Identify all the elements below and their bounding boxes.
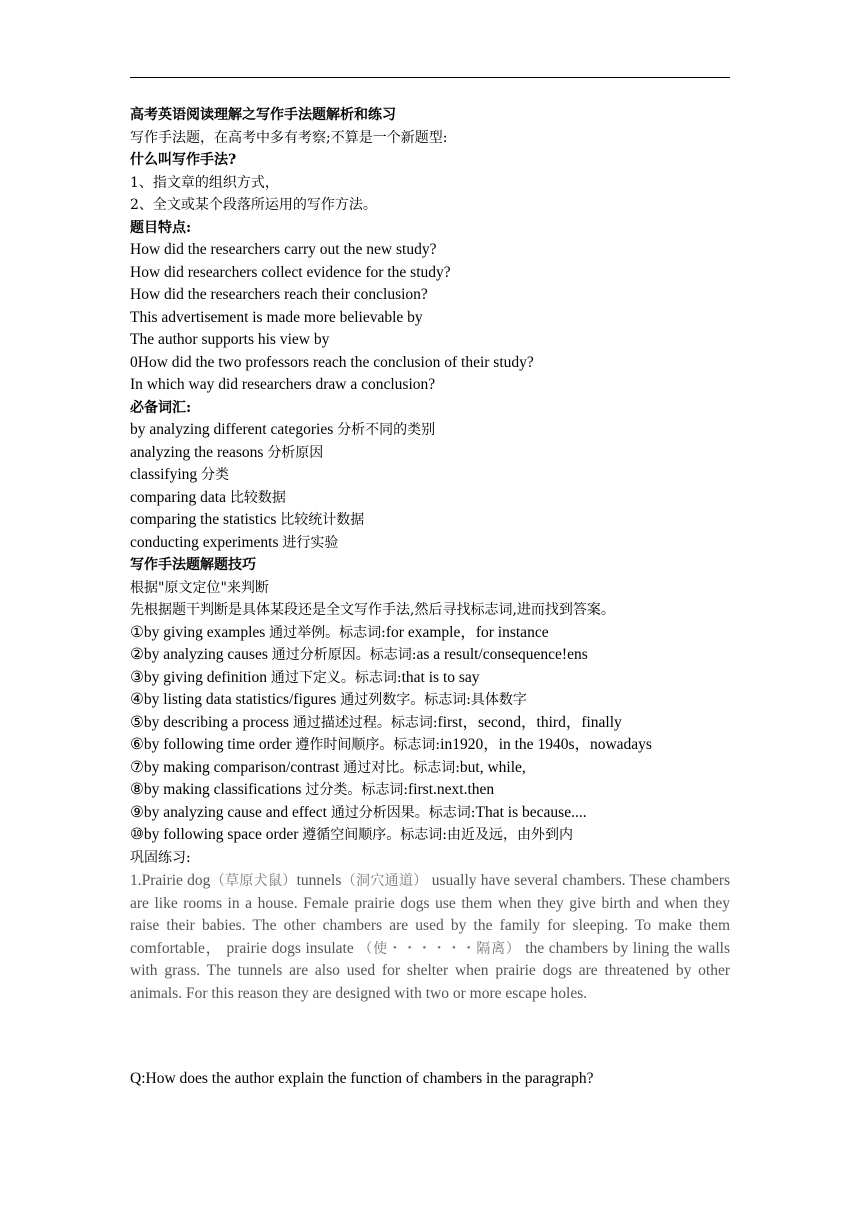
method-en: ①by giving examples: [130, 623, 270, 641]
method-zh: 通过举例。标志词:: [269, 624, 386, 641]
vocab-item: [130, 442, 735, 465]
method-item: [130, 622, 735, 645]
method-keywords: as a result/consequence!ens: [416, 646, 588, 663]
method-zh: 遵循空间顺序。标志词:由近及远，由外到内: [302, 827, 574, 843]
features-heading: 题目特点:: [130, 219, 192, 236]
question-stem: In which way did researchers draw a conclusion?: [130, 376, 436, 393]
method-zh: 通过列数字。标志词:具体数字: [340, 692, 527, 708]
document-body: [130, 104, 735, 1006]
method-keywords: in1920，in the 1940s，nowadays: [440, 736, 652, 753]
vocab-en: conducting experiments: [130, 533, 279, 551]
method-en: ⑩by following space order: [130, 826, 303, 843]
method-en: ③by giving definition: [130, 668, 271, 686]
method-item: [130, 802, 735, 825]
question-stem: How did researchers collect evidence for the study?: [130, 263, 451, 281]
vocab-zh: 进行实验: [282, 534, 339, 551]
method-zh: 通过对比。标志词:: [343, 759, 460, 776]
tips-heading: 写作手法题解题技巧: [130, 557, 256, 573]
method-zh: 通过描述过程。标志词:: [292, 714, 438, 731]
passage-gloss: （使・・・・・・隔离）: [358, 940, 521, 957]
vocab-item: [130, 464, 735, 487]
vocab-zh: 比较数据: [229, 489, 286, 506]
method-item: [130, 734, 735, 757]
definition-item: 1、指文章的组织方式，: [130, 174, 279, 191]
vocab-zh: 分析原因: [267, 444, 324, 461]
vocab-item: [130, 509, 735, 532]
passage-text: the chambers by lining the walls with grass. The tunnels are also used for shelter when prairie dogs are threatened by other animals. For this reason they are designed with two or more escape holes.: [130, 939, 730, 1002]
what-heading: 什么叫写作手法?: [130, 152, 237, 168]
vocab-en: comparing data: [130, 488, 226, 506]
vocab-zh: 分析不同的类别: [337, 422, 436, 438]
method-zh: 通过分析原因。标志词:: [271, 647, 417, 663]
method-keywords: for example，for instance: [385, 623, 549, 641]
passage-text: tunnels: [296, 872, 342, 889]
question-stem: How did the researchers carry out the new study?: [130, 241, 437, 258]
definition-item: 2、全文或某个段落所运用的写作方法。: [130, 197, 377, 213]
passage-text: 1.Prairie dog: [130, 872, 211, 889]
method-keywords: first.next.then: [408, 781, 495, 798]
method-keywords: that is to say: [401, 668, 480, 686]
method-zh: 遵作时间顺序。标志词:: [295, 737, 441, 753]
method-en: ④by listing data statistics/figures: [130, 691, 341, 708]
method-zh: 过分类。标志词:: [305, 782, 409, 798]
vocab-en: by analyzing different categories: [130, 421, 334, 438]
method-item: [130, 779, 735, 802]
method-keywords: but, while,: [459, 758, 526, 776]
method-item: [130, 689, 735, 712]
method-item: [130, 824, 735, 847]
question-stem: 0How did the two professors reach the conclusion of their study?: [130, 353, 534, 371]
intro-text: 写作手法题，在高考中多有考察;不算是一个新题型:: [130, 129, 448, 146]
vocab-item: [130, 419, 735, 442]
vocab-item: [130, 487, 735, 510]
method-keywords: first，second，third，finally: [437, 713, 622, 731]
vocab-en: analyzing the reasons: [130, 443, 264, 461]
passage-gloss: （洞穴通道）: [341, 873, 428, 889]
practice-heading: 巩固练习:: [130, 849, 191, 866]
passage-gloss: （草原犬鼠）: [210, 873, 297, 889]
document-title: 高考英语阅读理解之写作手法题解析和练习: [130, 107, 396, 123]
vocab-zh: 比较统计数据: [280, 512, 365, 528]
method-en: ⑦by making comparison/contrast: [130, 758, 344, 776]
method-keywords: That is because....: [475, 803, 587, 821]
question-stem: How did the researchers reach their conclusion?: [130, 286, 428, 303]
method-item: [130, 644, 735, 667]
passage-text: usually have several chambers. These chambers are like rooms in a house. Female prairie dogs use them when they give birth and when they raise their babies. The other chambers are used by the family for sleeping. To make them comfortable， prairie dogs insulate: [130, 872, 731, 957]
vocab-heading: 必备词汇:: [130, 399, 192, 416]
vocab-zh: 分类: [201, 467, 230, 483]
method-en: ⑨by analyzing cause and effect: [130, 803, 331, 821]
practice-question: Q:How does the author explain the function of chambers in the paragraph?: [130, 1070, 594, 1087]
tips-description: 先根据题干判断是具体某段还是全文写作手法,然后寻找标志词,进而找到答案。: [130, 602, 615, 618]
question-stem: This advertisement is made more believable by: [130, 308, 423, 326]
method-en: ⑥by following time order: [130, 736, 296, 753]
method-zh: 通过下定义。标志词:: [270, 669, 402, 686]
method-item: [130, 712, 735, 735]
vocab-item: [130, 532, 735, 555]
method-zh: 通过分析因果。标志词:: [330, 804, 476, 821]
method-en: ⑧by making classifications: [130, 781, 306, 798]
method-item: [130, 757, 735, 780]
method-en: ⑤by describing a process: [130, 713, 293, 731]
vocab-en: comparing the statistics: [130, 511, 277, 528]
question-stem: The author supports his view by: [130, 331, 330, 348]
practice-passage: [130, 870, 730, 1006]
method-item: [130, 667, 735, 690]
header-rule: [130, 77, 730, 78]
method-en: ②by analyzing causes: [130, 646, 272, 663]
tips-subheading: 根据"原文定位"来判断: [130, 579, 269, 596]
vocab-en: classifying: [130, 466, 198, 483]
